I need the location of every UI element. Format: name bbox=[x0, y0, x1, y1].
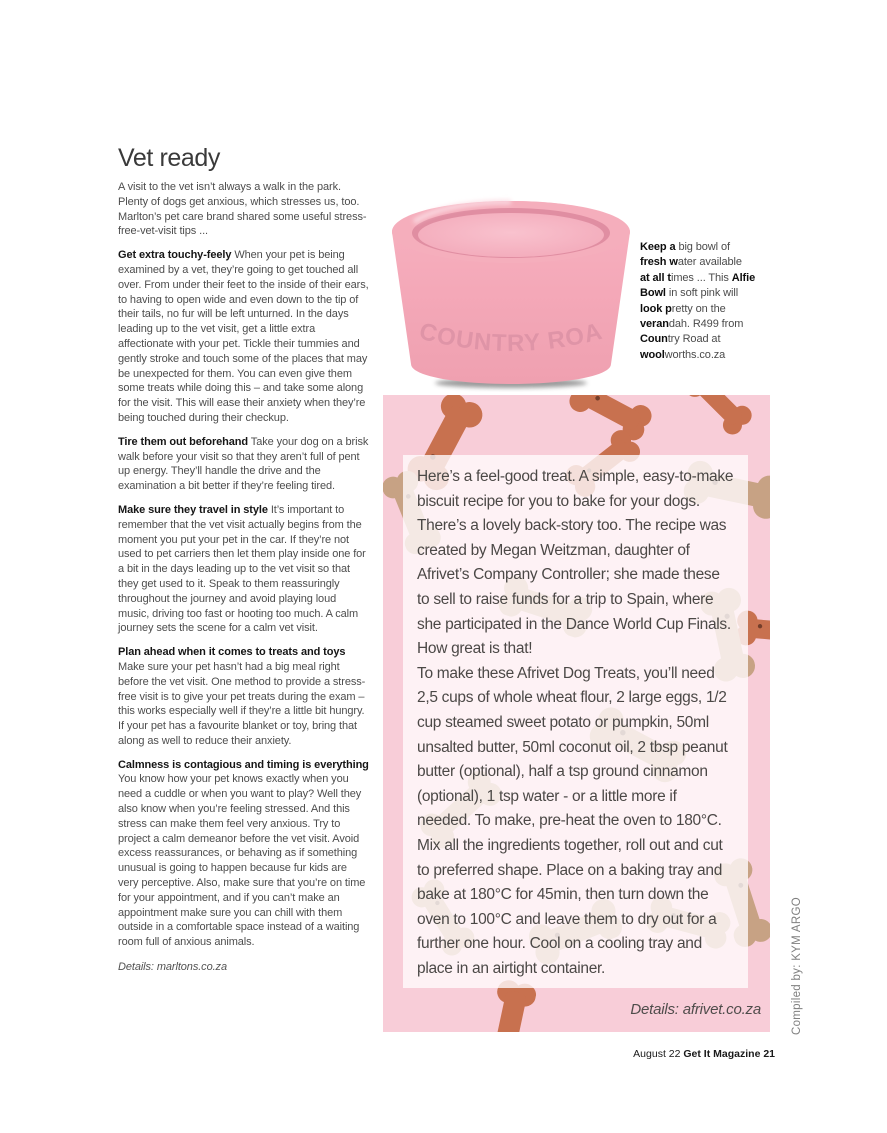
compiled-by-credit: Compiled by: KYM ARGO bbox=[791, 897, 803, 1035]
caption-bold-segment: fresh w bbox=[640, 256, 678, 269]
caption-bold-segment: Keep a bbox=[640, 241, 676, 253]
article-intro: A visit to the vet isn’t always a walk in the park. Plenty of dogs get anxious, which stresses us, too. Marlton’s pet care brand shared some useful stress-free-vet-visit tips ... bbox=[118, 181, 367, 238]
caption-line bbox=[640, 286, 780, 301]
page-title: Vet ready bbox=[118, 144, 221, 172]
article-section bbox=[118, 435, 369, 494]
section-text: Make sure your pet hasn’t had a big meal right before the vet visit. One method to provide a stress-free visit is to give your pet treats during the exam – this works especially well if they’re a little bit hungry. If your pet has a favourite blanket or toy, bring that along as well to reduce their anxiety. bbox=[118, 660, 366, 747]
caption-line bbox=[640, 348, 780, 363]
section-text: When your pet is being examined by a vet, they’re going to get touched all over. From under their feet to the inside of their ears, to having to open wide and even down to the tip of their tails, no fur will be left unturned. In the days leading up to the vet visit, get a little extra affectionate with your pet. Tickle their tummies and gently stroke and touch some of the places that may be unexpected for them. You can even give them some treats while doing this – and take some along for the visit. This will ease their anxiety when they’re being touched during their checkup. bbox=[118, 249, 369, 424]
section-text: It’s important to remember that the vet visit actually begins from the moment you put your pet in the car. If they’re not used to pet carriers then let them play inside one for a bit in the days leading up to the vet visit so that they get used to it. Speak to them reassuringly throughout the journey and avoid playing loud music, driving too fast or hooting too much. A calm journey sets the scene for a calm vet visit. bbox=[118, 503, 366, 635]
article-details-link[interactable]: Details: marltons.co.za bbox=[118, 961, 227, 974]
caption-line bbox=[640, 240, 780, 255]
section-lead: Plan ahead when it comes to treats and toys bbox=[118, 646, 346, 659]
caption-segment: imes ... This bbox=[671, 271, 732, 284]
caption-segment: try Road at bbox=[667, 333, 721, 346]
bowl-inner-well bbox=[418, 213, 604, 257]
caption-line bbox=[640, 317, 780, 332]
caption-line bbox=[640, 271, 780, 286]
section-text: You know how your pet knows exactly when you need a cuddle or when you want to play? Well they also know when you’re feeling stressed. And this stress can make them feel very anxious. Try to project a calm demeanor before the vet visit. Avoid excess reassurances, or behaving as if something unusual is going to happen because fur kids are very perceptive. Also, make sure that you’re on time for your appointment, and if you can’t make an appointment make sure you can chill with them outside in a comfortable space instead of a waiting room full of anxious animals. bbox=[118, 773, 366, 949]
caption-segment: big bowl of bbox=[675, 241, 730, 253]
article-section bbox=[118, 758, 369, 950]
footer-issue: August 22 bbox=[633, 1048, 681, 1060]
section-lead: Calmness is contagious and timing is everything bbox=[118, 758, 369, 771]
page-footer bbox=[383, 1048, 775, 1060]
caption-segment: dah. R499 from bbox=[668, 318, 744, 331]
recipe-instructions: To make these Afrivet Dog Treats, you’ll need 2,5 cups of whole wheat flour, 2 large eggs, 1/2 cup steamed sweet potato or pumpkin, 50ml unsalted butter, 50ml coconut oil, 2 tbsp peanut butter (optional), half a tsp ground cinnamon (optional), 1 tsp water - or a little more if needed. To make, pre-heat the oven to 180°C. Mix all the ingredients together, roll out and cut to preferred shape. Place on a baking tray and bake at 180°C for 45min, then turn down the oven to 100°C and leave them to dry out for a further one hour. Cool on a cooling tray and place in an airtight container. bbox=[417, 664, 728, 977]
article-section bbox=[118, 503, 369, 636]
caption-segment: worths.co.za bbox=[664, 348, 726, 361]
article-section bbox=[118, 645, 369, 749]
section-lead: Get extra touchy-feely bbox=[118, 249, 232, 262]
caption-segment: retty on the bbox=[671, 302, 726, 315]
caption-bold-segment: wool bbox=[640, 348, 665, 361]
caption-bold-segment: at all t bbox=[640, 271, 671, 284]
bowl-photo bbox=[380, 192, 642, 392]
caption-line bbox=[640, 332, 780, 347]
caption-segment: in soft pink will bbox=[665, 287, 739, 300]
article-section bbox=[118, 248, 369, 426]
section-lead: Make sure they travel in style bbox=[118, 503, 268, 516]
caption-line bbox=[640, 302, 780, 317]
caption-line bbox=[640, 255, 780, 270]
bowl-caption bbox=[640, 240, 780, 363]
bone-treat-photo bbox=[680, 395, 756, 439]
recipe-details-link[interactable]: Details: afrivet.co.za bbox=[630, 1001, 761, 1018]
section-lead: Tire them out beforehand bbox=[118, 435, 249, 448]
bowl-embossed-text: COUNTRY ROA bbox=[416, 317, 606, 358]
pink-bowl-image bbox=[380, 192, 642, 392]
caption-bold-segment: Alfie bbox=[731, 271, 756, 284]
footer-magazine-page: Get It Magazine 21 bbox=[683, 1048, 775, 1060]
section-text: Take your dog on a brisk walk before your visit so that they aren’t full of pent up energy. They’ll handle the drive and the examination a bit better if they’re feeling tired. bbox=[118, 435, 369, 493]
article-column bbox=[118, 144, 369, 975]
recipe-text-box bbox=[403, 455, 748, 988]
caption-bold-segment: look p bbox=[640, 302, 672, 315]
caption-bold-segment: Bowl bbox=[640, 287, 666, 300]
caption-bold-segment: veran bbox=[640, 318, 669, 331]
recipe-story: Here’s a feel-good treat. A simple, easy-to-make biscuit recipe for you to bake for your dogs. There’s a lovely back-story too. The recipe was created by Megan Weitzman, daughter of Afrivet’s Company Controller; she made these to sell to raise funds for a trip to Spain, where she participated in the Dance World Cup Finals. How great is that! bbox=[417, 468, 734, 658]
caption-bold-segment: Coun bbox=[640, 333, 668, 346]
dog-treats-photo-panel bbox=[383, 395, 770, 1032]
article-sections bbox=[118, 248, 369, 950]
caption-segment: ater available bbox=[677, 256, 742, 269]
